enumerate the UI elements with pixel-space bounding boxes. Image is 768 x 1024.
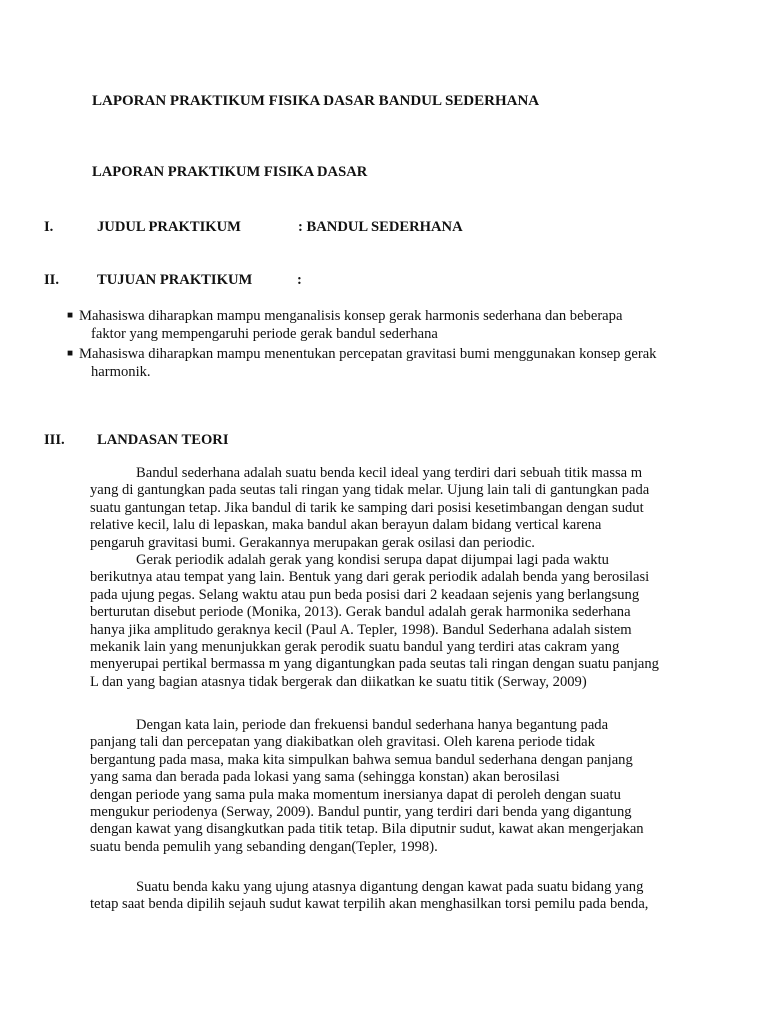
section-heading: LANDASAN TEORI: [97, 432, 229, 448]
document-title: LAPORAN PRAKTIKUM FISIKA DASAR BANDUL SEDERHANA: [92, 93, 540, 109]
section-heading: TUJUAN PRAKTIKUM: [97, 272, 253, 288]
paragraph-line: Bandul sederhana adalah suatu benda kecil ideal yang terdiri dari sebuah titik massa m: [136, 465, 643, 481]
paragraph-line: Dengan kata lain, periode dan frekuensi bandul sederhana hanya begantung pada: [136, 717, 609, 733]
objectives-list: [67, 307, 687, 383]
paragraph-line: L dan yang bagian atasnya tidak bergerak dan diikatkan ke suatu titik (Serway, 2009): [90, 673, 587, 690]
paragraph-line: hanya jika amplitudo geraknya kecil (Paul A. Tepler, 1998). Bandul Sederhana adalah sistem: [90, 621, 632, 638]
paragraph-line: mekanik lain yang menunjukkan gerak perodik suatu bandul yang terdiri atas cakram yang: [90, 639, 620, 656]
paragraph-line: yang di gantungkan pada seutas tali ringan yang tidak melar. Ujung lain tali di gantungkan pada: [90, 482, 650, 499]
paragraph-line: Suatu benda kaku yang ujung atasnya digantung dengan kawat pada suatu bidang yang: [136, 879, 644, 895]
section-numeral: II.: [44, 272, 60, 288]
bullet-icon: ■: [67, 310, 74, 321]
paragraph-line: suatu benda pemulih yang sebanding dengan(Tepler, 1998).: [90, 838, 438, 855]
paragraph-line: pada ujung pegas. Selang waktu atau pun beda posisi dari 2 keadaan sejenis yang berlangsung: [90, 586, 640, 603]
paragraph-line: pengaruh gravitasi bumi. Gerakannya merupakan gerak osilasi dan periodic.: [90, 534, 535, 551]
paragraph-line: yang sama dan berada pada lokasi yang sama (sehingga konstan) akan berosilasi: [90, 769, 560, 786]
body-paragraph: [90, 465, 682, 691]
paragraph-line: menyerupai pertikal bermassa m yang digantungkan pada seutas tali ringan dengan suatu panjang: [90, 656, 659, 673]
section-heading: JUDUL PRAKTIKUM: [97, 219, 241, 235]
body-paragraph: [90, 717, 682, 856]
list-item: [67, 345, 687, 381]
paragraph-line: berturutan disebut periode (Monika, 2013). Gerak bandul adalah gerak harmonika sederhana: [90, 604, 631, 621]
paragraph-line: dengan periode yang sama pula maka momentum inersianya dapat di peroleh dengan suatu: [90, 786, 621, 803]
section-numeral: I.: [44, 219, 54, 235]
section-value: : BANDUL SEDERHANA: [298, 219, 463, 235]
paragraph-line: dengan kawat yang disangkutkan pada titik tetap. Bila diputnir sudut, kawat akan mengerjakan: [90, 821, 644, 838]
paragraph-line: suatu gantungan tetap. Jika bandul di tarik ke samping dari posisi kesetimbangan dengan sudut: [90, 499, 644, 516]
bullet-text: Mahasiswa diharapkan mampu menganalisis konsep gerak harmonis sederhana dan beberapa: [79, 308, 623, 324]
paragraph-line: berikutnya atau tempat yang lain. Bentuk yang dari gerak periodik adalah benda yang berosilasi: [90, 569, 650, 586]
paragraph-line: relative kecil, lalu di lepaskan, maka bandul akan berayun dalam bidang vertical karena: [90, 517, 602, 534]
paragraph-line: mengukur periodenya (Serway, 2009). Bandul puntir, yang terdiri dari benda yang digantung: [90, 804, 632, 821]
paragraph-line: Gerak periodik adalah gerak yang kondisi serupa dapat dijumpai lagi pada waktu: [136, 552, 609, 569]
body-paragraph: [90, 879, 682, 914]
paragraph-line: bergantung pada masa, maka kita simpulkan bahwa semua bandul sederhana dengan panjang: [90, 751, 633, 768]
paragraph-line: tetap saat benda dipilih sejauh sudut kawat terpilih akan menghasilkan torsi pemilu pada benda,: [90, 896, 649, 913]
paragraph-line: panjang tali dan percepatan yang diakibatkan oleh gravitasi. Oleh karena periode tidak: [90, 734, 595, 751]
section-numeral: III.: [44, 432, 65, 448]
bullet-text-continued: faktor yang mempengaruhi periode gerak bandul sederhana: [91, 326, 438, 342]
list-item: [67, 307, 687, 343]
bullet-text-continued: harmonik.: [91, 364, 151, 380]
bullet-icon: ■: [67, 348, 74, 359]
document-subtitle: LAPORAN PRAKTIKUM FISIKA DASAR: [92, 164, 368, 180]
section-value: :: [297, 272, 302, 288]
bullet-text: Mahasiswa diharapkan mampu menentukan percepatan gravitasi bumi menggunakan konsep gerak: [79, 346, 657, 362]
